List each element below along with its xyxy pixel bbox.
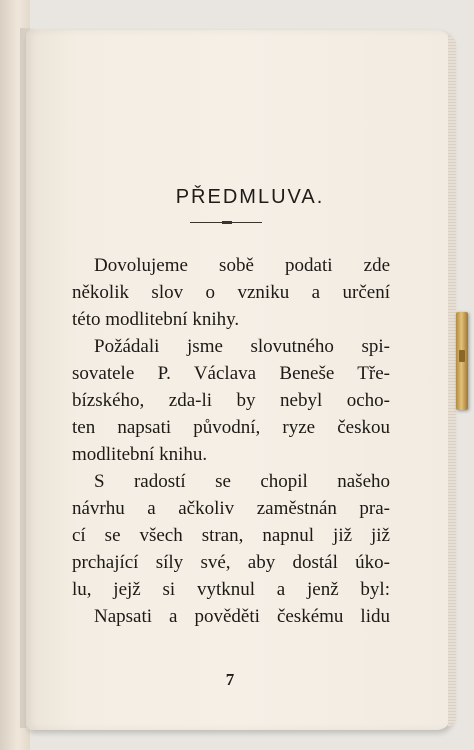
heading-divider [190,222,262,223]
text-line: modlitební knihu. [72,444,208,465]
text-line: této modlitební knihy. [72,309,240,330]
text-line: lu, jejž si vytknul a jenž byl: [72,579,390,600]
text-line: ten napsati původní, ryze českou [72,417,390,438]
page-edges [448,36,456,726]
text-line: Požádali jsme slovutného spi- [94,336,390,357]
text-line: několik slov o vzniku a určení [72,282,390,303]
clasp-pin [459,350,465,362]
page-number: 7 [225,670,235,689]
text-line: Dovolujeme sobě podati zde [94,255,390,276]
text-line: sovatele P. Václava Beneše Tře- [72,363,390,384]
page-heading: PŘEDMLUVA. [175,186,325,208]
text-line: bízského, zda-li by nebyl ocho- [72,390,390,411]
text-line: Napsati a pověděti českému lidu [94,606,390,627]
text-line: S radostí se chopil našeho [94,471,390,492]
text-line: návrhu a ačkoliv zaměstnán pra- [72,498,390,519]
text-line: cí se všech stran, napnul již již [72,525,390,546]
text-line: prchající síly své, aby dostál úko- [72,552,390,573]
body-text [72,252,390,630]
